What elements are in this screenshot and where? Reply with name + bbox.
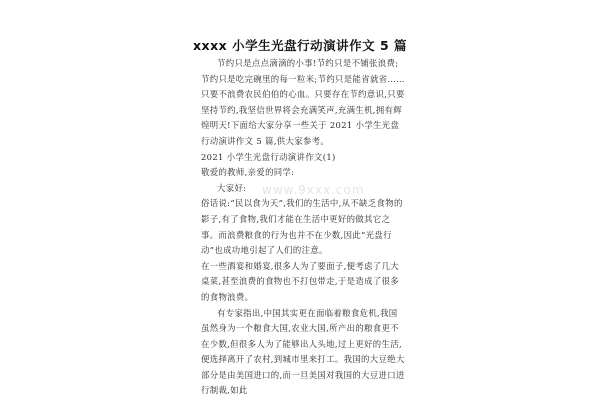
document-title: xxxx 小学生光盘行动演讲作文 5 篇 [192,38,407,53]
watermark: www.9xxx.com [262,183,365,197]
paragraph-intro: 节约只是点点滴滴的小事!节约只是不铺张浪费;节约只是吃完碗里的每一粒米;节约只是能省就省……只要不浪费农民伯伯的心血。只要存在节约意识,只要坚持节约,我坚信世界将会充满笑声,充满生机,拥有辉煌明天!下面给大家分享一些关于 2021 小学生光盘行动演讲作文 5 篇,供大家参考。 [201,58,405,146]
document-body [201,56,406,399]
paragraph-body-1: 俗话说:“民以食为天”,我们的生活中,从不缺乏食物的影子,有了食物,我们才能在生活中更好的做其它之事。而浪费粮食的行为也并不在少数,因此“光盘行动”也成功地引起了人们的注意。 [201,198,403,256]
paragraph-salutation: 敬爱的教师,亲爱的同学: [201,167,295,178]
paragraph-body-2: 在一些酒宴和婚宴,很多人为了要面子,便考虑了几大桌菜,甚至浪费的食物也不打包带走,于是造成了很多的食物浪费。 [201,260,399,302]
paragraph-body-3: 有专家指出,中国其实更在面临着粮食危机,我国虽然身为一个粮食大国,农业大国,所产出的粮食更不在少数,但很多人为了能够出人头地,过上更好的生活,便选择离开了农村,到城市里来打工。我国的大豆绝大部分是由美国进口的,而一旦美国对我国的大豆进口进行制裁,如此 [201,307,405,396]
paragraph-subheading: 2021 小学生光盘行动演讲作文(1) [201,151,336,162]
paragraph-greeting: 大家好: [217,182,247,193]
